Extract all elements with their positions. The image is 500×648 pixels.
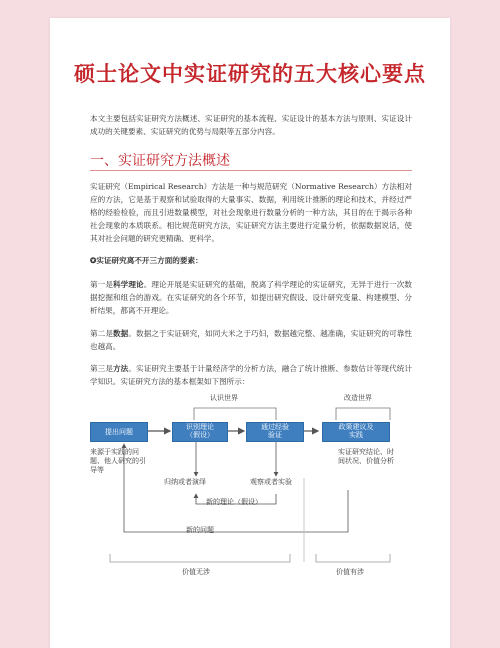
- note-question-source: 来源于实践的问题、他人研究的引导等: [90, 448, 146, 474]
- label-new-question: 新的问题: [186, 526, 214, 534]
- note-induction-deduction: 归纳或者演绎: [164, 478, 206, 486]
- item-key-term: 数据: [113, 329, 129, 338]
- box-empirical-verification: 通过经验 验证: [246, 422, 304, 442]
- document-page: [50, 18, 450, 648]
- label-know-world: 认识世界: [210, 394, 238, 402]
- box-policy-practice: 政策建议及 实践: [322, 422, 390, 442]
- intro-paragraph: 本文主要包括实证研究方法概述、实证研究的基本流程、实证设计的基本方法与原则、实证设计成功的关键要素、实证研究的优势与局限等五部分内容。: [90, 114, 412, 136]
- element-item-method: [90, 362, 412, 388]
- section-divider: [90, 170, 412, 171]
- item-text: 。数据之于实证研究，如同大米之于巧妇，数据越完整、越准确，实证研究的可靠性也越高。: [90, 329, 413, 351]
- note-observation-experiment: 观察或者实验: [250, 478, 292, 486]
- label-value-laden: 价值有涉: [336, 568, 364, 576]
- box-identify-theory: 识别理论 （假设）: [172, 422, 228, 442]
- element-item-theory: [90, 278, 412, 317]
- item-text: 。理论开展是实证研究的基础，脱离了科学理论的实证研究，无异于进行一次数据挖掘和组合的游戏。在实证研究的各个环节，如提出研究假设、设计研究变量、构建模型、分析结果，都离不开理论。: [90, 280, 413, 315]
- section-heading: 一、实证研究方法概述: [90, 153, 230, 169]
- research-framework-diagram: [90, 386, 412, 582]
- label-new-theory: 新的理论（假设）: [206, 498, 262, 506]
- label-value-free: 价值无涉: [182, 568, 210, 576]
- element-item-data: [90, 327, 412, 353]
- item-key-term: 方法: [113, 364, 129, 373]
- item-key-term: 科学理论: [113, 280, 144, 289]
- overview-paragraph: 实证研究（Empirical Research）方法是一种与规范研究（Normative Research）方法相对应的方法，它是基于观察和试验取得的大量事实、数据，利用统计推断的理论和技术，并经过严格的经验检验，而且引进数量模型，对社会现象进行数量分析的一种方法，其目的在于揭示各种社会现象的本质联系。相比规范研究方法，实证研究方法主要进行定量分析，依据数据说话，使其对社会问题的研究更精确、更科学。: [90, 182, 412, 243]
- item-text: 。实证研究主要基于计量经济学的分析方法，融合了统计推断、参数估计等现代统计学知识。实证研究方法的基本框架如下图所示：: [90, 364, 413, 386]
- elements-subheading: ✪实证研究离不开三方面的要素：: [90, 256, 203, 265]
- item-lead: 第三是: [90, 364, 114, 373]
- box-propose-question: 提出问题: [90, 422, 148, 442]
- item-lead: 第二是: [90, 329, 114, 338]
- note-conclusions: 实证研究结论、时间状况、价值分析: [338, 448, 394, 465]
- page-title: 硕士论文中实证研究的五大核心要点: [74, 61, 426, 86]
- item-lead: 第一是: [90, 280, 114, 289]
- label-change-world: 改造世界: [344, 394, 372, 402]
